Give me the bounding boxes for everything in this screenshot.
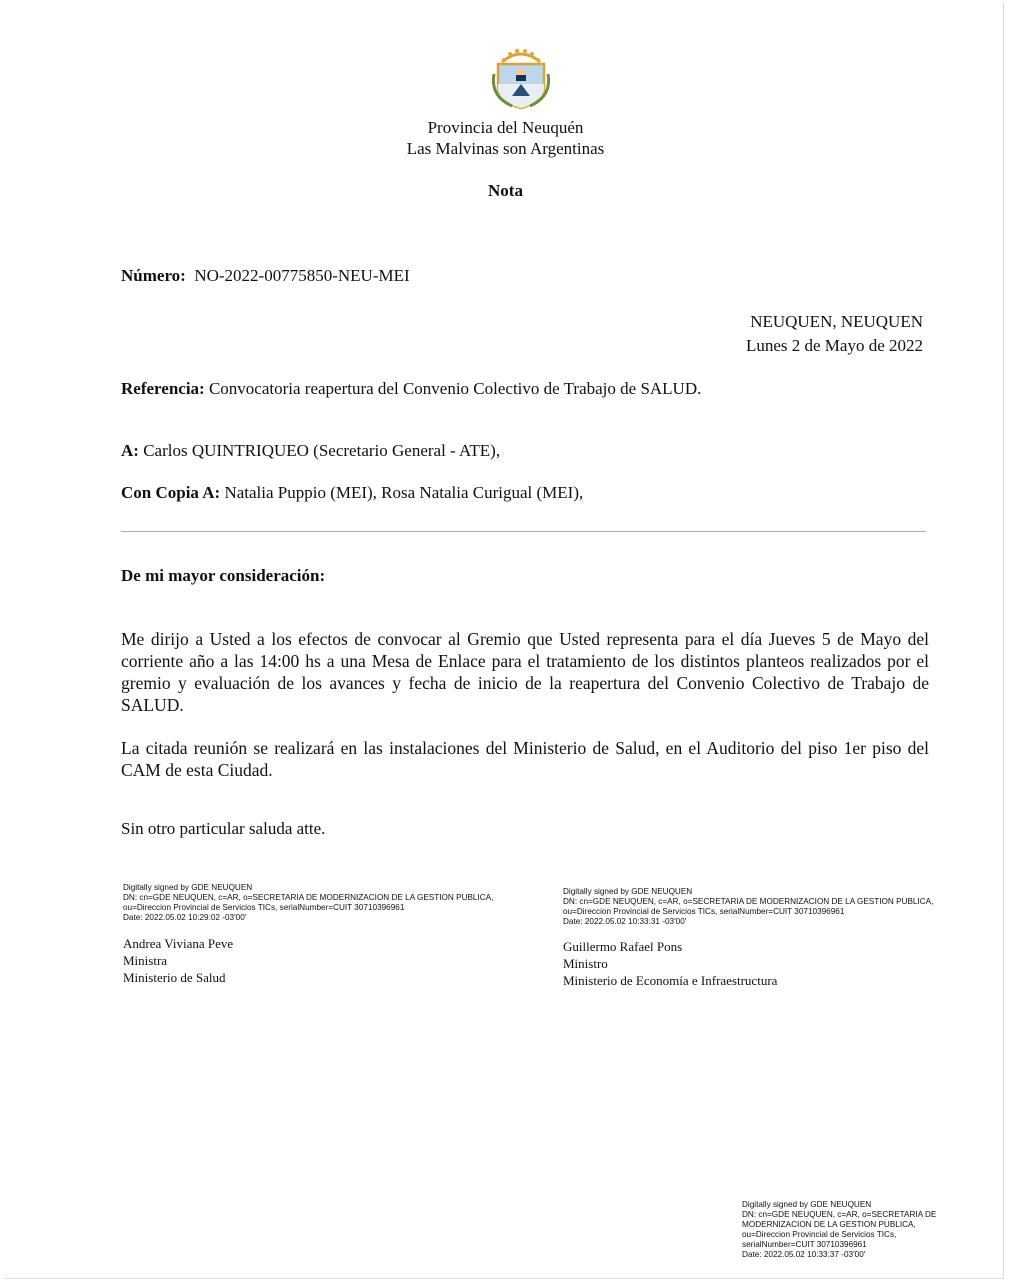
reference-value: Convocatoria reapertura del Convenio Colectivo de Trabajo de SALUD. — [208, 379, 702, 398]
signer-right-office: Ministerio de Economía e Infraestructura — [563, 973, 778, 988]
signer-right — [563, 938, 777, 989]
signer-right-name: Guillermo Rafael Pons — [563, 939, 683, 954]
reference-row — [121, 379, 701, 399]
motto: Las Malvinas son Argentinas — [406, 139, 605, 158]
greeting: De mi mayor consideración: — [121, 566, 326, 585]
signer-left-office: Ministerio de Salud — [123, 970, 226, 985]
province-name: Provincia del Neuquén — [427, 118, 584, 137]
body-paragraph-1: Me dirijo a Usted a los efectos de convocar al Gremio que Usted representa para el día Jueves 5 de Mayo del corriente año a las 14:00 hs a una Mesa de Enlace para el tratamiento de los distintos planteos realizados por el gremio y evaluación de los avances y fecha de inicio de la reapertura del Convenio Colectivo de Trabajo de SALUD. — [121, 629, 929, 715]
signer-left — [123, 935, 233, 986]
reference-label: Referencia: — [121, 379, 205, 398]
body-paragraph-2: La citada reunión se realizará en las instalaciones del Ministerio de Salud, en el Auditorio del piso 1er piso del CAM de esta Ciudad. — [121, 738, 929, 780]
number-label: Número: — [121, 266, 186, 285]
province-crest-icon — [490, 44, 552, 110]
signer-left-role: Ministra — [123, 953, 168, 968]
signature-stamp-bottom: Digitally signed by GDE NEUQUEN DN: cn=GDE NEUQUEN, c=AR, o=SECRETARIA DE MODERNIZACION DE LA GESTION PUBLICA, ou=Direccion Provincial de Servicios TICs, serialNumber=CUIT 30710396961 Date: 2022.05.02 10:33:37 -03'00' — [742, 1200, 937, 1259]
signature-stamp-right: Digitally signed by GDE NEUQUEN DN: cn=GDE NEUQUEN, c=AR, o=SECRETARIA DE MODERNIZACION DE LA GESTION PUBLICA, ou=Direccion Provincial de Servicios TICs, serialNumber=CUIT 30710396961 Date: 2022.05.02 10:33:31 -03'00' — [563, 887, 934, 926]
to-label: A: — [121, 441, 139, 460]
signer-left-name: Andrea Viviana Peve — [123, 936, 234, 951]
signature-stamp-left: Digitally signed by GDE NEUQUEN DN: cn=GDE NEUQUEN, c=AR, o=SECRETARIA DE MODERNIZACION DE LA GESTION PUBLICA, ou=Direccion Provincial de Servicios TICs, serialNumber=CUIT 30710396961 Date: 2022.05.02 10:29:02 -03'00' — [123, 883, 494, 922]
separator-line — [121, 531, 926, 532]
number-row — [121, 266, 410, 286]
cc-value: Natalia Puppio (MEI), Rosa Natalia Curigual (MEI), — [224, 483, 584, 502]
closing: Sin otro particular saluda atte. — [121, 819, 326, 838]
cc-row — [121, 483, 583, 503]
to-row — [121, 441, 500, 461]
signer-right-role: Ministro — [563, 956, 608, 971]
document-type-title: Nota — [488, 181, 523, 200]
to-value: Carlos QUINTRIQUEO (Secretario General - ATE), — [143, 441, 501, 460]
place: NEUQUEN, NEUQUEN — [750, 312, 923, 331]
cc-label: Con Copia A: — [121, 483, 221, 502]
number-value: NO-2022-00775850-NEU-MEI — [194, 266, 410, 285]
date: Lunes 2 de Mayo de 2022 — [745, 336, 923, 355]
